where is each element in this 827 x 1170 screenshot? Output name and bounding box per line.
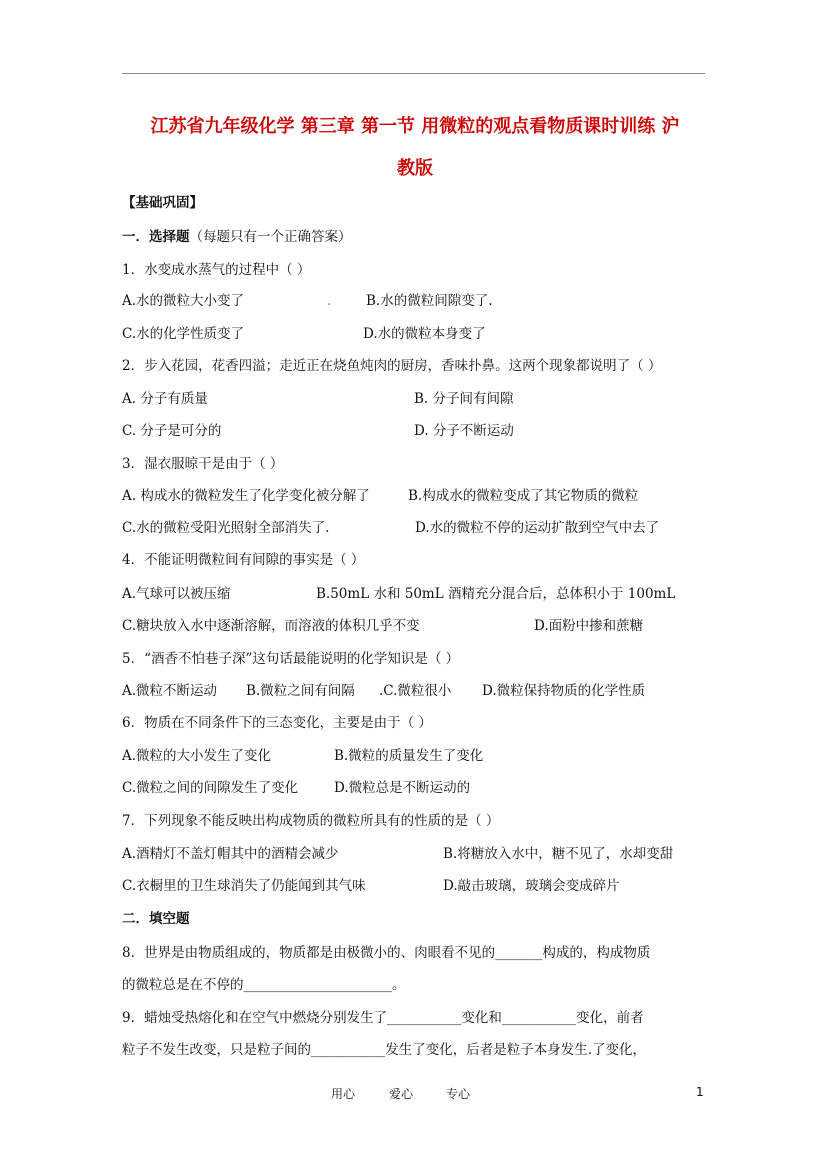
q1-option-a: A.水的微粒大小变了 <box>122 293 245 309</box>
question-5-stem: 5．“酒香不怕巷子深”这句话最能说明的化学知识是（ ） <box>122 651 460 667</box>
q6-option-c: C.微粒之间的间隙发生了变化 <box>122 780 299 796</box>
document-title-line-2: 教版 <box>397 158 433 179</box>
q2-option-d: D. 分子不断运动 <box>414 423 514 439</box>
fill-line-4: 粒子不发生改变，只是粒子间的___________发生了变化，后者是粒子本身发生.了变化， <box>122 1042 647 1058</box>
q7-option-b: B.将糖放入水中，糖不见了，水却变甜 <box>443 846 674 862</box>
q4-option-a: A.气球可以被压缩 <box>122 586 231 602</box>
page-number: 1 <box>696 1085 704 1099</box>
q4-option-b: B.50mL 水和 50mL 酒精充分混合后，总体积小于 100mL <box>316 586 676 602</box>
q7-option-d: D.敲击玻璃，玻璃会变成碎片 <box>443 878 620 894</box>
q6-option-b: B.微粒的质量发生了变化 <box>334 748 484 764</box>
q6-option-d: D.微粒总是不断运动的 <box>334 780 471 796</box>
part2-heading: 二．填空题 <box>122 911 190 927</box>
question-3-stem: 3．湿衣服晾干是由于（ ） <box>122 456 284 472</box>
footer-item-3: 专心 <box>446 1087 471 1101</box>
q2-option-b: B. 分子间有间隙 <box>414 391 514 407</box>
q3-option-d: D.水的微粒不停的运动扩散到空气中去了 <box>415 520 660 536</box>
footer-item-2: 爱心 <box>389 1087 414 1101</box>
q5-option-c: .C.微粒很小 <box>379 683 452 699</box>
q3-option-a: A. 构成水的微粒发生了化学变化被分解了 <box>122 488 370 504</box>
stray-dot: . <box>327 293 332 309</box>
fill-line-1: 8．世界是由物质组成的，物质都是由极微小的、肉眼看不见的_______构成的，构成物质 <box>122 945 651 961</box>
fill-line-2: 的微粒总是在不停的______________________。 <box>122 977 406 993</box>
part1-note: （每题只有一个正确答案） <box>189 229 352 245</box>
part1-heading <box>122 228 352 246</box>
q2-option-a: A. 分子有质量 <box>122 391 208 407</box>
q4-option-c: C.糖块放入水中逐渐溶解，而溶液的体积几乎不变 <box>122 618 420 634</box>
q1-option-b: B.水的微粒间隙变了. <box>366 293 493 309</box>
q4-option-d: D.面粉中掺和蔗糖 <box>534 618 644 634</box>
q3-option-c: C.水的微粒受阳光照射全部消失了. <box>122 520 330 536</box>
fill-line-3: 9．蜡烛受热熔化和在空气中燃烧分别发生了___________变化和___________变化，前者 <box>122 1010 644 1026</box>
document-title-line-1: 江苏省九年级化学 第三章 第一节 用微粒的观点看物质课时训练 沪 <box>150 116 680 137</box>
q1-option-c: C.水的化学性质变了 <box>122 326 245 342</box>
q5-option-d: D.微粒保持物质的化学性质 <box>482 683 646 699</box>
q7-option-a: A.酒精灯不盖灯帽其中的酒精会减少 <box>122 846 339 862</box>
q2-option-c: C. 分子是可分的 <box>122 423 222 439</box>
q5-option-a: A.微粒不断运动 <box>122 683 218 699</box>
header-rule <box>122 73 705 74</box>
q1-option-d: D.水的微粒本身变了 <box>363 326 486 342</box>
question-1-stem: 1．水变成水蒸气的过程中（ ） <box>122 262 311 278</box>
footer-item-1: 用心 <box>331 1087 356 1101</box>
q5-option-b: B.微粒之间有间隔 <box>246 683 355 699</box>
part1-title: 一．选择题 <box>122 229 190 245</box>
question-4-stem: 4．不能证明微粒间有间隙的事实是（ ） <box>122 552 365 568</box>
question-7-stem: 7．下列现象不能反映出构成物质的微粒所具有的性质的是（ ） <box>122 813 500 829</box>
q6-option-a: A.微粒的大小发生了变化 <box>122 748 272 764</box>
section-basic-heading: 【基础巩固】 <box>122 195 203 211</box>
q3-option-b: B.构成水的微粒变成了其它物质的微粒 <box>408 488 639 504</box>
question-6-stem: 6．物质在不同条件下的三态变化，主要是由于（ ） <box>122 715 432 731</box>
q7-option-c: C.衣橱里的卫生球消失了仍能闻到其气味 <box>122 878 366 894</box>
question-2-stem: 2．步入花园，花香四溢；走近正在烧鱼炖肉的厨房，香味扑鼻。这两个现象都说明了（ ） <box>122 358 662 374</box>
